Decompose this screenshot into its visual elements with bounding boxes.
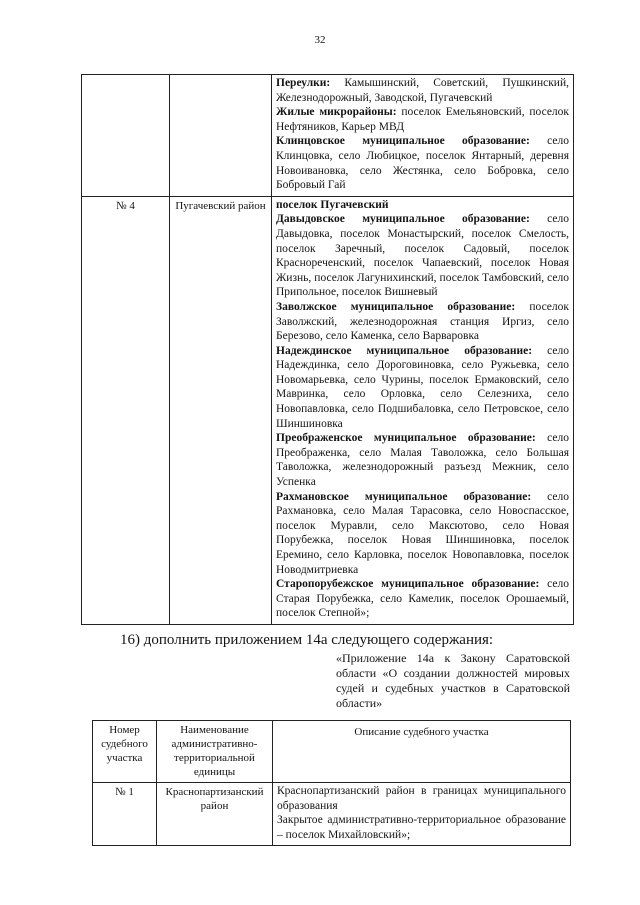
description-block: [276, 431, 569, 489]
block-text: поселок Емельяновский, поселок Нефтяников, Карьер МВД: [276, 106, 569, 133]
block-text: село Надеждинка, село Дороговиновка, село Ружьевка, село Новомарьевка, село Чурины, поселок Ермаковский, село Мавринка, село Орловка, село Селезниха, село Новопавловка, село Подшибаловка, село Петровское, село Шиншиновка: [276, 344, 569, 430]
block-label: Клинцовское муниципальное образование:: [276, 135, 530, 148]
block-label: Старопорубежское муниципальное образование:: [276, 578, 540, 591]
block-text: село Преображенка, село Малая Таволожка, село Большая Таволожка, железнодорожный разъезд Межник, село Успенка: [276, 432, 569, 489]
district-number-cell: № 4: [82, 196, 170, 624]
block-label: Преображенское муниципальное образование:: [276, 432, 536, 445]
description-block: [276, 105, 569, 134]
district-description-cell: [272, 196, 574, 624]
appendix-heading: «Приложение 14а к Закону Саратовской области «О создании должностей мировых судей и судебных участков в Саратовской области»: [336, 651, 570, 710]
section-district-cell: Краснопартизанский район: [157, 783, 273, 846]
block-label: Рахмановское муниципальное образование:: [276, 490, 532, 503]
section-description-cell: [273, 783, 571, 846]
block-text: село Клинцовка, село Любицкое, поселок Янтарный, деревня Новоивановка, село Жестянка, село Бобровка, село Бобровый Гай: [276, 135, 569, 192]
description-line: Закрытое административно-территориальное образование – поселок Михайловский»;: [277, 814, 566, 841]
block-label: Жилые микрорайоны:: [276, 106, 397, 119]
district-name-cell: [170, 75, 272, 197]
block-label: Заволжское муниципальное образование:: [276, 300, 516, 313]
description-block: [276, 490, 569, 578]
district-name-cell: Пугачевский район: [170, 196, 272, 624]
block-text: Камышинский, Советский, Пушкинский, Железнодорожный, Заводской, Пугачевский: [276, 77, 569, 104]
description-line: Краснопартизанский район в границах муниципального образования: [277, 785, 566, 812]
section-number-cell: № 1: [93, 783, 157, 846]
block-text: село Рахмановка, село Малая Тарасовка, село Новоспасское, поселок Муравли, село Максютово, село Новая Порубежка, поселок Новая Шиншиновка, поселок Еремино, село Карловка, поселок Новопавловка, поселок Новодмитриевка: [276, 490, 569, 576]
district-description-cell: [272, 75, 574, 197]
district-number-cell: [82, 75, 170, 197]
block-label: Давыдовское муниципальное образование:: [276, 213, 530, 226]
amendment-instruction: 16) дополнить приложением 14а следующего содержания:: [120, 632, 494, 648]
description-block: [276, 198, 569, 213]
table-header-row: [93, 721, 571, 783]
description-block: [276, 134, 569, 192]
block-text: село Давыдовка, поселок Монастырский, поселок Смелость, поселок Заречный, поселок Садовый, поселок Краснореченский, поселок Чапаевский, поселок Новая Жизнь, поселок Лагунихинский, поселок Тамбовский, село Припольное, поселок Вишневый: [276, 213, 569, 299]
table-row: [82, 75, 574, 197]
column-header: Наименование административно-территориальной единицы: [157, 721, 273, 783]
page-number: 32: [314, 34, 326, 46]
description-block: [276, 76, 569, 105]
block-text: село Старая Порубежка, село Камелик, поселок Орошаемый, поселок Степной»;: [276, 578, 569, 620]
description-block: [276, 212, 569, 300]
districts-table: [81, 74, 574, 625]
description-block: [276, 300, 569, 344]
description-block: [276, 577, 569, 621]
block-label: Переулки:: [276, 77, 331, 89]
description-block: [276, 344, 569, 432]
judicial-sections-table: [92, 720, 571, 846]
table-row: [82, 196, 574, 624]
block-label: поселок Пугачевский: [276, 198, 389, 211]
block-text: поселок Заволжский, железнодорожная станция Иргиз, село Березово, село Каменка, село Варваровка: [276, 300, 569, 343]
table-row: [93, 783, 571, 846]
column-header: Номер судебного участка: [93, 721, 157, 783]
column-header: Описание судебного участка: [273, 721, 571, 783]
block-label: Надеждинское муниципальное образование:: [276, 344, 533, 357]
